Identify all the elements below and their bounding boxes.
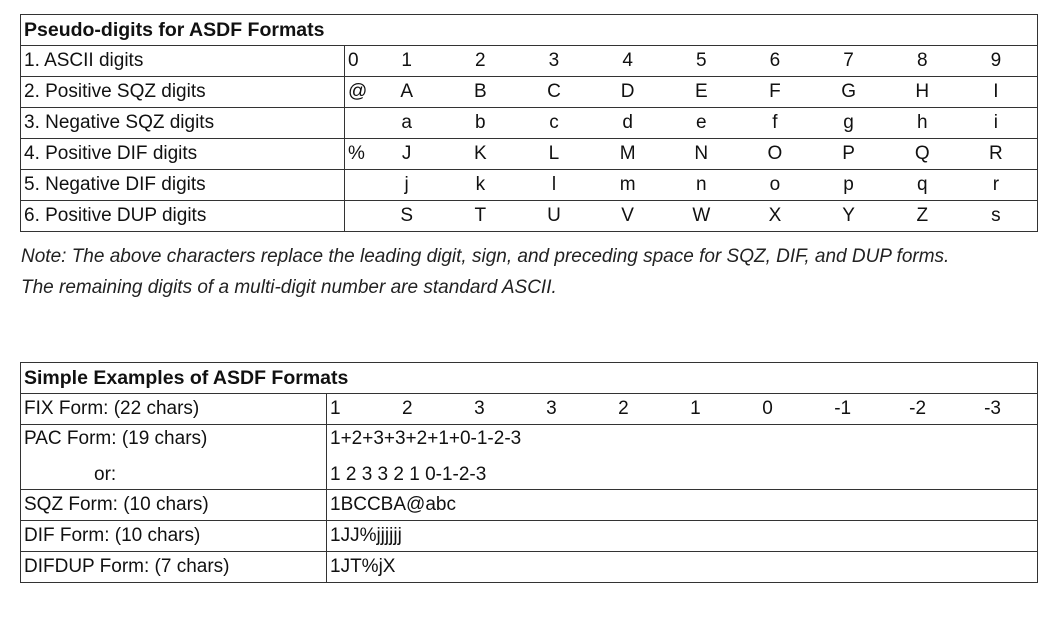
examples-table: [20, 362, 1038, 583]
fix-value: 3: [474, 398, 485, 419]
fix-value: 2: [618, 398, 629, 419]
digit-list: [348, 81, 1037, 103]
digit-list: [348, 112, 1037, 134]
pac-alt-value: 1 2 3 3 2 1 0-1-2-3: [330, 464, 487, 485]
pac-value: 1+2+3+3+2+1+0-1-2-3: [330, 428, 522, 449]
digit-cell: E: [694, 81, 708, 102]
digit-cell: a: [401, 112, 412, 133]
digit-cell: I: [993, 81, 999, 102]
row-label: DIFDUP Form: (7 chars): [21, 552, 327, 583]
digit-cell: U: [547, 205, 561, 226]
digit-cell: S: [400, 205, 413, 226]
digit-cell: 3: [548, 50, 560, 71]
digit-cells: [345, 170, 1038, 201]
digit-cell: j: [404, 174, 409, 195]
fix-value: 2: [402, 398, 413, 419]
row-label: FIX Form: (22 chars): [21, 394, 327, 425]
pac-label-cell: [21, 425, 327, 490]
digit-list: [348, 143, 1037, 165]
table-row-difdup: [21, 552, 1038, 583]
digit-cells: [345, 139, 1038, 170]
row-label: 4. Positive DIF digits: [21, 139, 345, 170]
pseudo-digits-table: [20, 14, 1038, 232]
sqz-value: 1BCCBA@abc: [327, 490, 1038, 521]
table-row: [21, 201, 1038, 232]
digit-cell: l: [551, 174, 557, 195]
digit-cell: d: [622, 112, 633, 133]
digit-cells: [345, 77, 1038, 108]
digit-cell: 9: [990, 50, 1002, 71]
digit-list: [348, 50, 1037, 72]
digit-cell: F: [769, 81, 781, 102]
digit-cell: O: [767, 143, 783, 164]
table-title-row: [21, 15, 1038, 46]
digit-cell: 7: [843, 50, 854, 71]
difdup-value: 1JT%jX: [327, 552, 1038, 583]
note-line-2: The remaining digits of a multi-digit number are standard ASCII.: [21, 277, 557, 298]
digit-cell: W: [692, 205, 711, 226]
digit-cell: V: [621, 205, 634, 226]
digit-cell: %: [348, 143, 365, 164]
digit-cell: N: [694, 143, 709, 164]
digit-cell: c: [549, 112, 559, 133]
table-row: [21, 46, 1038, 77]
digit-cell: K: [473, 143, 487, 164]
table-row: [21, 108, 1038, 139]
digit-cell: h: [916, 112, 928, 133]
table-title: Pseudo-digits for ASDF Formats: [21, 15, 1038, 46]
digit-cell: f: [772, 112, 778, 133]
digit-cell: D: [620, 81, 635, 102]
digit-cells: [345, 108, 1038, 139]
table-title: Simple Examples of ASDF Formats: [21, 363, 1038, 394]
table-row: [21, 77, 1038, 108]
table-row-sqz: [21, 490, 1038, 521]
digit-cell: b: [475, 112, 486, 133]
digit-cell: M: [619, 143, 636, 164]
digit-cell: 0: [348, 50, 359, 71]
row-label: DIF Form: (10 chars): [21, 521, 327, 552]
table-row-dif: [21, 521, 1038, 552]
digit-cell: q: [916, 174, 928, 195]
or-label: or:: [94, 464, 117, 485]
fix-value: -3: [984, 398, 1001, 419]
digit-cell: s: [991, 205, 1001, 226]
note-text: [21, 241, 1061, 303]
digit-cell: 2: [475, 50, 486, 71]
table-row-pac: [21, 425, 1038, 490]
digit-cell: m: [619, 174, 636, 195]
digit-cell: X: [768, 205, 782, 226]
pac-value-cell: [327, 425, 1038, 490]
digit-cell: o: [769, 174, 781, 195]
fix-value: 0: [762, 398, 773, 419]
digit-cell: g: [843, 112, 854, 133]
table-row-fix: [21, 394, 1038, 425]
row-label: 2. Positive SQZ digits: [21, 77, 345, 108]
digit-cell: 4: [622, 50, 633, 71]
fix-value: -2: [909, 398, 927, 419]
dif-value: 1JJ%jjjjjj: [327, 521, 1038, 552]
table-title-row: [21, 363, 1038, 394]
digit-cell: i: [993, 112, 999, 133]
row-label: 3. Negative SQZ digits: [21, 108, 345, 139]
digit-cell: J: [401, 143, 412, 164]
row-label: SQZ Form: (10 chars): [21, 490, 327, 521]
digit-cell: Y: [842, 205, 855, 226]
digit-cell: n: [695, 174, 707, 195]
digit-cell: Z: [916, 205, 929, 226]
digit-cell: r: [992, 174, 1000, 195]
digit-cell: L: [548, 143, 560, 164]
digit-cell: H: [915, 81, 930, 102]
fix-values: [327, 394, 1038, 425]
table-row: [21, 170, 1038, 201]
digit-cell: [348, 174, 368, 196]
digit-cell: @: [348, 81, 368, 102]
digit-cell: 1: [401, 50, 412, 71]
digit-cell: P: [842, 143, 855, 164]
fix-value: -1: [834, 398, 852, 419]
digit-cell: G: [841, 81, 856, 102]
digit-cell: 5: [695, 50, 707, 71]
digit-cell: 6: [769, 50, 781, 71]
digit-cell: 8: [916, 50, 928, 71]
digit-cell: p: [843, 174, 854, 195]
digit-cell: T: [474, 205, 487, 226]
row-label: PAC Form: (19 chars): [24, 428, 208, 449]
digit-cell: [348, 112, 368, 134]
row-label: 1. ASCII digits: [21, 46, 345, 77]
fix-value-list: [330, 398, 1037, 420]
digit-cell: k: [475, 174, 486, 195]
row-label: 5. Negative DIF digits: [21, 170, 345, 201]
table-row: [21, 139, 1038, 170]
digit-cell: [348, 205, 368, 227]
fix-value: 1: [690, 398, 701, 419]
digit-list: [348, 174, 1037, 196]
digit-cell: Q: [914, 143, 930, 164]
digit-cell: A: [400, 81, 413, 102]
digit-cell: C: [547, 81, 561, 102]
digit-cell: e: [695, 112, 707, 133]
digit-cell: R: [989, 143, 1003, 164]
note-line-1: Note: The above characters replace the leading digit, sign, and preceding space for SQZ, DIF, and DUP forms.: [21, 246, 950, 267]
digit-cells: [345, 201, 1038, 232]
fix-value: 3: [546, 398, 557, 419]
fix-value: 1: [330, 398, 341, 419]
row-label: 6. Positive DUP digits: [21, 201, 345, 232]
digit-list: [348, 205, 1037, 227]
digit-cells: [345, 46, 1038, 77]
digit-cell: B: [473, 81, 487, 102]
